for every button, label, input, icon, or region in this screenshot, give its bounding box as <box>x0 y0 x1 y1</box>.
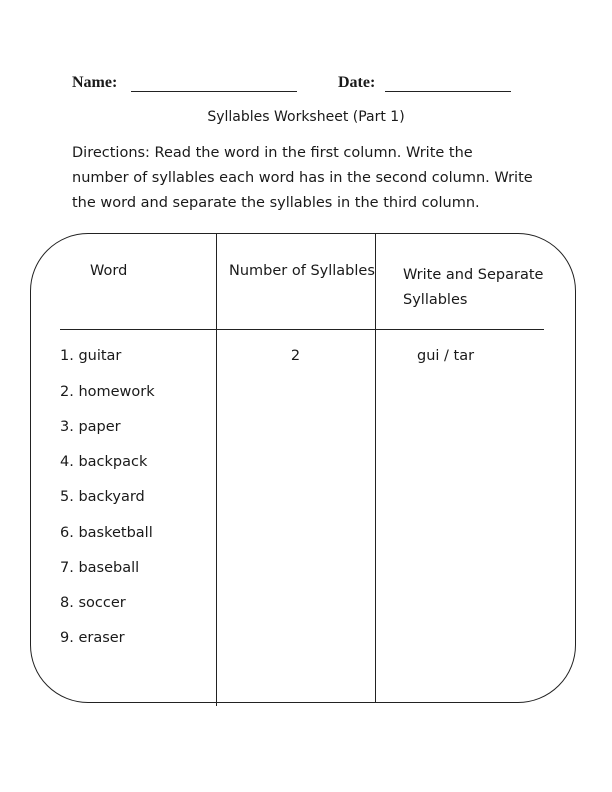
name-field[interactable] <box>131 77 297 92</box>
word-item: 8. soccer <box>60 595 126 611</box>
word-item: 3. paper <box>60 419 121 435</box>
header-write-and-separate <box>403 263 543 313</box>
directions-line: Directions: Read the word in the first column. Write the <box>72 145 473 161</box>
header-divider <box>60 329 544 330</box>
word-item: 1. guitar <box>60 348 122 364</box>
separated-word[interactable]: gui / tar <box>417 348 475 364</box>
date-label: Date: <box>338 74 376 91</box>
directions <box>72 141 552 216</box>
header-word: Word <box>90 263 128 279</box>
word-item: 6. basketball <box>60 525 153 541</box>
word-item: 5. backyard <box>60 489 145 505</box>
header-line: Write and Separate <box>403 267 544 283</box>
column-divider <box>375 234 376 702</box>
word-item: 9. eraser <box>60 630 125 646</box>
word-item: 7. baseball <box>60 560 140 576</box>
word-item: 4. backpack <box>60 454 148 470</box>
header-number-of-syllables: Number of Syllables <box>229 263 375 279</box>
worksheet-title: Syllables Worksheet (Part 1) <box>207 109 405 125</box>
name-label: Name: <box>72 74 118 91</box>
header-line: Syllables <box>403 292 468 308</box>
directions-line: the word and separate the syllables in the third column. <box>72 195 480 211</box>
directions-line: number of syllables each word has in the second column. Write <box>72 170 533 186</box>
date-field[interactable] <box>385 77 511 92</box>
column-divider <box>216 234 217 706</box>
word-item: 2. homework <box>60 384 155 400</box>
syllable-count[interactable]: 2 <box>290 348 301 364</box>
